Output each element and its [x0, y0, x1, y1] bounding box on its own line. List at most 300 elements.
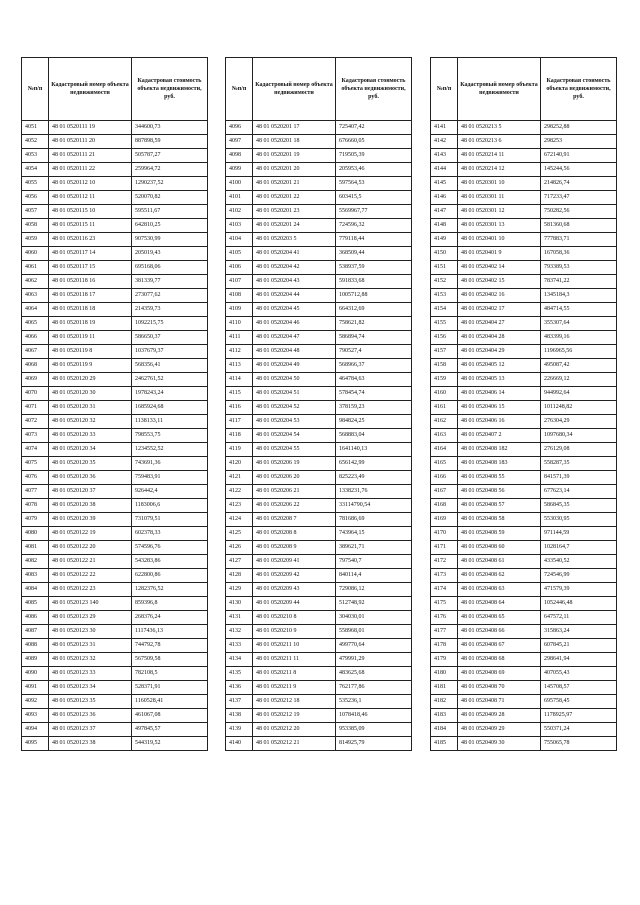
cell-cost: 971144,59 — [541, 527, 617, 541]
cell-num: 4129 — [226, 583, 253, 597]
cell-cad-number: 48 01 0520123 35 — [49, 695, 132, 709]
table-row — [22, 499, 208, 513]
cell-cad-number: 48 01 0520404 28 — [458, 331, 541, 345]
cell-num: 4065 — [22, 317, 49, 331]
cell-num: 4142 — [431, 135, 458, 149]
table-row — [431, 639, 617, 653]
cell-cad-number: 48 01 0520118 16 — [49, 275, 132, 289]
cell-cad-number: 48 01 0520204 42 — [253, 261, 336, 275]
cell-cad-number: 48 01 0520406 14 — [458, 387, 541, 401]
table-row — [431, 429, 617, 443]
table-row — [22, 695, 208, 709]
cell-num: 4070 — [22, 387, 49, 401]
cell-cost: 719505,39 — [336, 149, 412, 163]
table-row — [226, 373, 412, 387]
cell-cost: 814925,79 — [336, 737, 412, 751]
cell-num: 4174 — [431, 583, 458, 597]
cell-num: 4132 — [226, 625, 253, 639]
table-row — [226, 121, 412, 135]
cell-cad-number: 48 01 0520211 10 — [253, 639, 336, 653]
cell-num: 4055 — [22, 177, 49, 191]
cell-num: 4071 — [22, 401, 49, 415]
table-row — [22, 387, 208, 401]
cell-cost: 471579,39 — [541, 583, 617, 597]
cell-num: 4058 — [22, 219, 49, 233]
cell-cost: 1097680,34 — [541, 429, 617, 443]
table-row — [22, 289, 208, 303]
cell-cost: 591833,68 — [336, 275, 412, 289]
cell-cost: 33114790,54 — [336, 499, 412, 513]
table-row — [431, 681, 617, 695]
cell-cost: 695758,45 — [541, 695, 617, 709]
cell-cost: 499770,64 — [336, 639, 412, 653]
cell-cad-number: 48 01 0520123 37 — [49, 723, 132, 737]
cell-num: 4083 — [22, 569, 49, 583]
table-row — [431, 625, 617, 639]
cell-num: 4166 — [431, 471, 458, 485]
cell-cad-number: 48 01 0520111 22 — [49, 163, 132, 177]
cell-cad-number: 48 01 0520404 29 — [458, 345, 541, 359]
cell-cad-number: 48 01 0520402 16 — [458, 289, 541, 303]
table-row — [431, 723, 617, 737]
table-row — [431, 275, 617, 289]
table-row — [22, 527, 208, 541]
cell-cad-number: 48 01 0520212 21 — [253, 737, 336, 751]
cell-cost: 1138133,11 — [132, 415, 208, 429]
cell-num: 4137 — [226, 695, 253, 709]
cell-num: 4141 — [431, 121, 458, 135]
cell-cost: 1338231,76 — [336, 485, 412, 499]
cell-cad-number: 48 01 0520408 71 — [458, 695, 541, 709]
table-header-row — [22, 58, 208, 121]
table-row — [226, 457, 412, 471]
cell-cad-number: 48 01 0520211 8 — [253, 667, 336, 681]
cell-cad-number: 48 01 0520203 5 — [253, 233, 336, 247]
cell-cad-number: 48 01 0520408 67 — [458, 639, 541, 653]
table-row — [431, 121, 617, 135]
table-row — [22, 261, 208, 275]
cell-cost: 298641,94 — [541, 653, 617, 667]
cell-cad-number: 48 01 0520206 19 — [253, 457, 336, 471]
cell-num: 4092 — [22, 695, 49, 709]
cell-num: 4090 — [22, 667, 49, 681]
cell-cost: 744792,78 — [132, 639, 208, 653]
cell-cad-number: 48 01 0520119 11 — [49, 331, 132, 345]
cell-cost: 558968,01 — [336, 625, 412, 639]
cell-cost: 407055,43 — [541, 667, 617, 681]
cell-num: 4171 — [431, 541, 458, 555]
cell-cad-number: 48 01 0520301 12 — [458, 205, 541, 219]
cell-num: 4118 — [226, 429, 253, 443]
cell-cad-number: 48 01 0520408 65 — [458, 611, 541, 625]
cell-cad-number: 48 01 0520123 38 — [49, 737, 132, 751]
cell-cad-number: 48 01 0520212 20 — [253, 723, 336, 737]
cell-num: 4149 — [431, 233, 458, 247]
cell-cost: 304030,01 — [336, 611, 412, 625]
cell-num: 4172 — [431, 555, 458, 569]
table-row — [226, 233, 412, 247]
cell-cost: 479991,29 — [336, 653, 412, 667]
table-row — [22, 303, 208, 317]
table-row — [226, 695, 412, 709]
cadastral-table-1 — [21, 57, 208, 751]
cell-cost: 724596,32 — [336, 219, 412, 233]
cell-cost: 1685924,68 — [132, 401, 208, 415]
cell-cost: 1196965,56 — [541, 345, 617, 359]
cell-num: 4085 — [22, 597, 49, 611]
cell-cad-number: 48 01 0520117 15 — [49, 261, 132, 275]
cell-cad-number: 48 01 0520204 44 — [253, 289, 336, 303]
cell-cost: 1005712,88 — [336, 289, 412, 303]
cell-cost: 859396,8 — [132, 597, 208, 611]
cadastral-table-3 — [430, 57, 617, 751]
table-row — [22, 611, 208, 625]
cell-num: 4178 — [431, 639, 458, 653]
table-row — [431, 499, 617, 513]
table-row — [226, 261, 412, 275]
cell-cad-number: 48 01 0520123 29 — [49, 611, 132, 625]
cell-cad-number: 48 01 0520208 9 — [253, 541, 336, 555]
cell-cost: 597564,53 — [336, 177, 412, 191]
cell-num: 4060 — [22, 247, 49, 261]
cell-cad-number: 48 01 0520213 6 — [458, 135, 541, 149]
cell-cad-number: 48 01 0520112 11 — [49, 191, 132, 205]
cell-num: 4116 — [226, 401, 253, 415]
table-row — [22, 443, 208, 457]
cell-cost: 1282376,52 — [132, 583, 208, 597]
cell-cost: 777883,71 — [541, 233, 617, 247]
cell-cost: 1178925,97 — [541, 709, 617, 723]
table-row — [431, 289, 617, 303]
cell-cost: 535236,1 — [336, 695, 412, 709]
cell-num: 4153 — [431, 289, 458, 303]
cell-num: 4073 — [22, 429, 49, 443]
cell-num: 4155 — [431, 317, 458, 331]
table-row — [22, 401, 208, 415]
cell-num: 4086 — [22, 611, 49, 625]
cell-cost: 2462761,52 — [132, 373, 208, 387]
cell-cost: 226669,12 — [541, 373, 617, 387]
cell-num: 4066 — [22, 331, 49, 345]
cell-cost: 1052446,48 — [541, 597, 617, 611]
cell-num: 4143 — [431, 149, 458, 163]
table-row — [22, 653, 208, 667]
cell-cost: 797540,7 — [336, 555, 412, 569]
cell-num: 4114 — [226, 373, 253, 387]
cell-cost: 717233,47 — [541, 191, 617, 205]
table-row — [431, 163, 617, 177]
cell-cost: 259964,72 — [132, 163, 208, 177]
cell-num: 4154 — [431, 303, 458, 317]
cell-cost: 484714,55 — [541, 303, 617, 317]
cell-cost: 567509,58 — [132, 653, 208, 667]
cell-cad-number: 48 01 0520408 57 — [458, 499, 541, 513]
cell-num: 4100 — [226, 177, 253, 191]
cell-num: 4123 — [226, 499, 253, 513]
cell-cad-number: 48 01 0520204 47 — [253, 331, 336, 345]
cell-num: 4106 — [226, 261, 253, 275]
table-row — [22, 149, 208, 163]
table-row — [431, 317, 617, 331]
table-row — [22, 205, 208, 219]
cell-cad-number: 48 01 0520201 17 — [253, 121, 336, 135]
table-row — [22, 597, 208, 611]
cell-cost: 145244,56 — [541, 163, 617, 177]
cell-num: 4069 — [22, 373, 49, 387]
cell-cost: 984824,25 — [336, 415, 412, 429]
cell-cad-number: 48 01 0520115 10 — [49, 205, 132, 219]
table-row — [22, 639, 208, 653]
cell-num: 4089 — [22, 653, 49, 667]
cell-num: 4157 — [431, 345, 458, 359]
cell-cost: 825223,49 — [336, 471, 412, 485]
cell-cad-number: 48 01 0520408 68 — [458, 653, 541, 667]
cell-cost: 1092215,75 — [132, 317, 208, 331]
cell-cad-number: 48 01 0520120 31 — [49, 401, 132, 415]
cell-cost: 268376,24 — [132, 611, 208, 625]
cell-num: 4177 — [431, 625, 458, 639]
cell-cad-number: 48 01 0520118 19 — [49, 317, 132, 331]
header-num: №п/п — [226, 58, 253, 121]
cell-cad-number: 48 01 0520201 24 — [253, 219, 336, 233]
cell-num: 4056 — [22, 191, 49, 205]
cell-cad-number: 48 01 0520111 19 — [49, 121, 132, 135]
table-row — [22, 345, 208, 359]
cell-cost: 790527,4 — [336, 345, 412, 359]
table-row — [22, 485, 208, 499]
header-cad-number: Кадастровый номер объекта недвижимости — [458, 58, 541, 121]
cell-cost: 782108,5 — [132, 667, 208, 681]
cell-cost: 729086,12 — [336, 583, 412, 597]
cell-num: 4061 — [22, 261, 49, 275]
cell-num: 4095 — [22, 737, 49, 751]
cell-num: 4096 — [226, 121, 253, 135]
table-row — [22, 625, 208, 639]
cell-cost: 1078418,46 — [336, 709, 412, 723]
table-header-row — [431, 58, 617, 121]
cell-cost: 298253 — [541, 135, 617, 149]
cell-cost: 1234552,52 — [132, 443, 208, 457]
header-cad-number: Кадастровый номер объекта недвижимости — [49, 58, 132, 121]
cell-cad-number: 48 01 0520204 43 — [253, 275, 336, 289]
table-row — [226, 653, 412, 667]
table-row — [226, 555, 412, 569]
cell-cad-number: 48 01 0520122 21 — [49, 555, 132, 569]
cell-cad-number: 48 01 0520123 36 — [49, 709, 132, 723]
table-row — [22, 667, 208, 681]
cell-cost: 495087,42 — [541, 359, 617, 373]
table-row — [226, 513, 412, 527]
cell-cost: 622800,86 — [132, 569, 208, 583]
cell-cad-number: 48 01 0520210 9 — [253, 625, 336, 639]
cell-num: 4102 — [226, 205, 253, 219]
cell-cost: 574596,76 — [132, 541, 208, 555]
cell-cad-number: 48 01 0520408 183 — [458, 457, 541, 471]
cell-num: 4072 — [22, 415, 49, 429]
cell-cost: 907530,99 — [132, 233, 208, 247]
cell-cad-number: 48 01 0520408 60 — [458, 541, 541, 555]
table-row — [22, 359, 208, 373]
table-row — [431, 513, 617, 527]
cell-cost: 520070,82 — [132, 191, 208, 205]
cell-cost: 381339,77 — [132, 275, 208, 289]
table-row — [431, 653, 617, 667]
cell-cost: 298252,88 — [541, 121, 617, 135]
cell-cost: 355307,64 — [541, 317, 617, 331]
cell-cost: 1641140,13 — [336, 443, 412, 457]
table-row — [22, 415, 208, 429]
cell-cad-number: 48 01 0520209 42 — [253, 569, 336, 583]
cell-cad-number: 48 01 0520208 8 — [253, 527, 336, 541]
cell-cad-number: 48 01 0520408 69 — [458, 667, 541, 681]
cell-cost: 944992,64 — [541, 387, 617, 401]
cell-num: 4145 — [431, 177, 458, 191]
cell-cost: 798553,75 — [132, 429, 208, 443]
cell-cost: 586894,74 — [336, 331, 412, 345]
cell-cost: 483625,68 — [336, 667, 412, 681]
cell-cost: 595511,67 — [132, 205, 208, 219]
table-row — [226, 625, 412, 639]
cell-cad-number: 48 01 0520408 59 — [458, 527, 541, 541]
cell-cost: 676660,05 — [336, 135, 412, 149]
cell-cad-number: 48 01 0520112 10 — [49, 177, 132, 191]
cell-num: 4107 — [226, 275, 253, 289]
cell-cad-number: 48 01 0520402 15 — [458, 275, 541, 289]
cell-num: 4098 — [226, 149, 253, 163]
cell-cost: 497845,57 — [132, 723, 208, 737]
table-row — [431, 387, 617, 401]
table-row — [431, 541, 617, 555]
table-row — [22, 121, 208, 135]
cell-num: 4152 — [431, 275, 458, 289]
table-row — [226, 667, 412, 681]
cell-cad-number: 48 01 0520201 22 — [253, 191, 336, 205]
cell-num: 4064 — [22, 303, 49, 317]
cell-cad-number: 48 01 0520122 20 — [49, 541, 132, 555]
cell-cost: 602378,33 — [132, 527, 208, 541]
cell-num: 4075 — [22, 457, 49, 471]
cell-num: 4084 — [22, 583, 49, 597]
cell-num: 4054 — [22, 163, 49, 177]
cell-cad-number: 48 01 0520408 58 — [458, 513, 541, 527]
cell-cost: 759483,91 — [132, 471, 208, 485]
table-row — [431, 247, 617, 261]
cell-cad-number: 48 01 0520408 61 — [458, 555, 541, 569]
cell-cost: 167058,36 — [541, 247, 617, 261]
cell-cost: 550371,24 — [541, 723, 617, 737]
cell-cost: 1978243,24 — [132, 387, 208, 401]
table-row — [431, 709, 617, 723]
cell-num: 4053 — [22, 149, 49, 163]
table-row — [226, 275, 412, 289]
cell-cad-number: 48 01 0520122 22 — [49, 569, 132, 583]
table-row — [22, 373, 208, 387]
cell-num: 4167 — [431, 485, 458, 499]
cell-cost: 781686,69 — [336, 513, 412, 527]
cell-num: 4125 — [226, 527, 253, 541]
table-row — [226, 401, 412, 415]
cell-cad-number: 48 01 0520204 53 — [253, 415, 336, 429]
cell-cad-number: 48 01 0520405 13 — [458, 373, 541, 387]
cell-cost: 433540,52 — [541, 555, 617, 569]
cell-cost: 1117436,13 — [132, 625, 208, 639]
table-row — [22, 471, 208, 485]
cell-cost: 568356,41 — [132, 359, 208, 373]
table-row — [431, 135, 617, 149]
cell-num: 4151 — [431, 261, 458, 275]
cell-cad-number: 48 01 0520123 140 — [49, 597, 132, 611]
cell-num: 4103 — [226, 219, 253, 233]
cell-num: 4160 — [431, 387, 458, 401]
table-row — [431, 443, 617, 457]
cell-cost: 389621,71 — [336, 541, 412, 555]
cell-num: 4068 — [22, 359, 49, 373]
cell-cost: 315863,24 — [541, 625, 617, 639]
cell-cost: 1160528,41 — [132, 695, 208, 709]
cell-cad-number: 48 01 0520408 66 — [458, 625, 541, 639]
cell-num: 4136 — [226, 681, 253, 695]
table-row — [431, 373, 617, 387]
cell-cost: 677623,14 — [541, 485, 617, 499]
cell-cost: 553030,95 — [541, 513, 617, 527]
cell-num: 4082 — [22, 555, 49, 569]
cell-num: 4087 — [22, 625, 49, 639]
cell-num: 4185 — [431, 737, 458, 751]
cell-num: 4111 — [226, 331, 253, 345]
cell-num: 4067 — [22, 345, 49, 359]
cell-num: 4076 — [22, 471, 49, 485]
table-row — [22, 429, 208, 443]
cell-cad-number: 48 01 0520409 28 — [458, 709, 541, 723]
table-row — [22, 219, 208, 233]
cell-cad-number: 48 01 0520120 30 — [49, 387, 132, 401]
table-row — [431, 527, 617, 541]
cell-cost: 483399,16 — [541, 331, 617, 345]
table-row — [431, 471, 617, 485]
cell-num: 4109 — [226, 303, 253, 317]
cell-num: 4180 — [431, 667, 458, 681]
cell-num: 4163 — [431, 429, 458, 443]
cell-num: 4078 — [22, 499, 49, 513]
table-row — [22, 569, 208, 583]
cell-cad-number: 48 01 0520206 21 — [253, 485, 336, 499]
cell-cost: 512748,92 — [336, 597, 412, 611]
cell-cost: 205953,46 — [336, 163, 412, 177]
cell-cost: 528371,91 — [132, 681, 208, 695]
table-row — [226, 317, 412, 331]
cell-cost: 543283,86 — [132, 555, 208, 569]
cell-num: 4138 — [226, 709, 253, 723]
cell-cad-number: 48 01 0520120 36 — [49, 471, 132, 485]
cell-cad-number: 48 01 0520204 55 — [253, 443, 336, 457]
cell-num: 4135 — [226, 667, 253, 681]
cell-cad-number: 48 01 0520210 8 — [253, 611, 336, 625]
cell-cost: 378159,23 — [336, 401, 412, 415]
cell-cost: 755065,78 — [541, 737, 617, 751]
cell-cad-number: 48 01 0520120 33 — [49, 429, 132, 443]
header-cost: Кадастровая стоимость объекта недвижимости, руб. — [541, 58, 617, 121]
cell-cad-number: 48 01 0520122 19 — [49, 527, 132, 541]
cell-cad-number: 48 01 0520201 23 — [253, 205, 336, 219]
cell-cost: 1345184,3 — [541, 289, 617, 303]
cell-cost: 672140,91 — [541, 149, 617, 163]
table-row — [431, 457, 617, 471]
header-num: №п/п — [22, 58, 49, 121]
cell-num: 4168 — [431, 499, 458, 513]
cell-num: 4088 — [22, 639, 49, 653]
cell-cad-number: 48 01 0520123 33 — [49, 667, 132, 681]
table-row — [431, 597, 617, 611]
